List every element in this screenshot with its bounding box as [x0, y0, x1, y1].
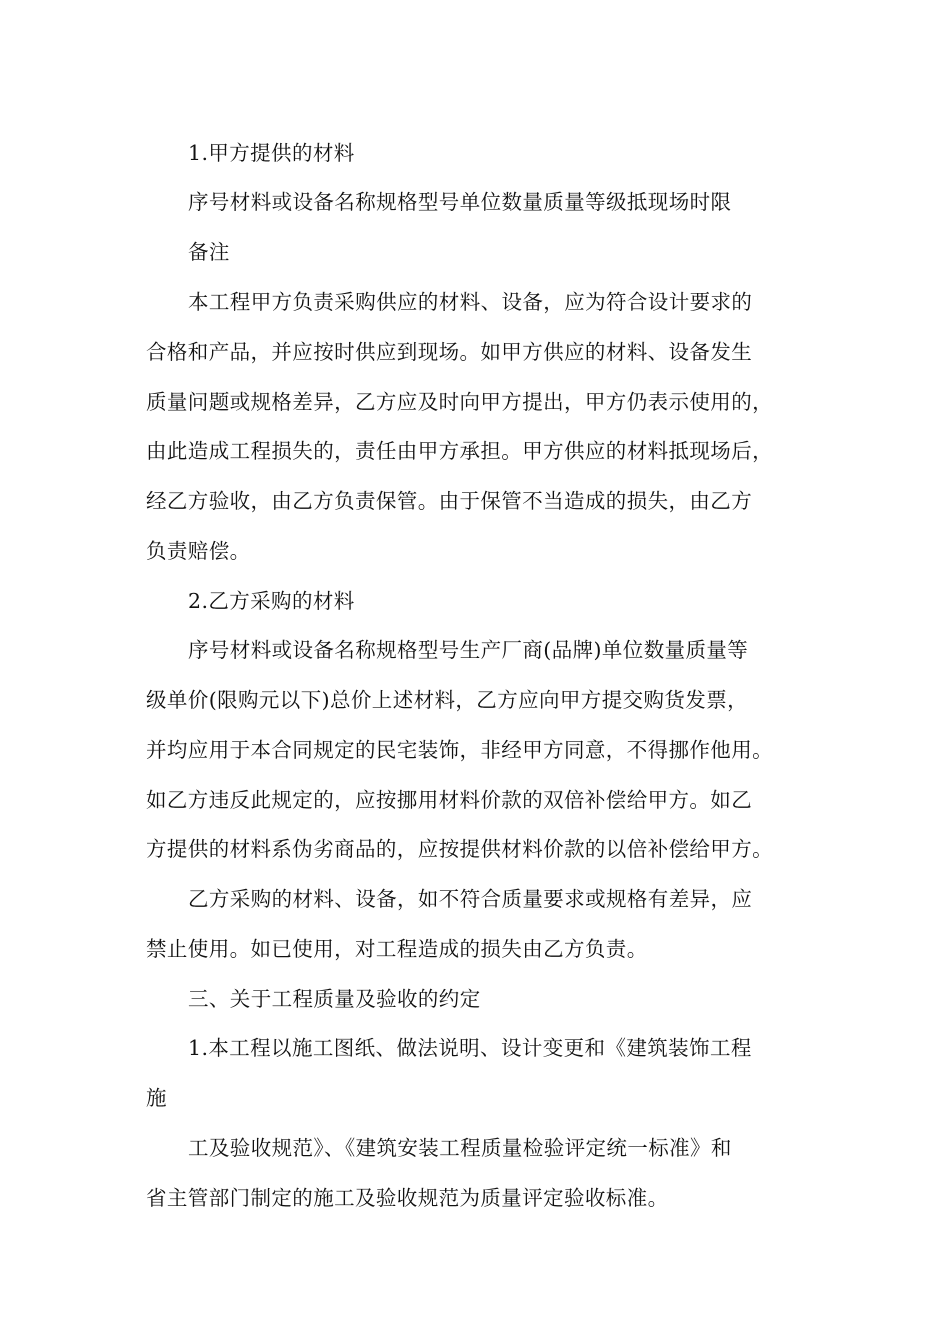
paragraph-line: 如乙方违反此规定的，应按挪用材料价款的双倍补偿给甲方。如乙	[146, 788, 753, 812]
paragraph-line: 质量问题或规格差异，乙方应及时向甲方提出，甲方仍表示使用的，	[146, 390, 773, 414]
paragraph-line: 方提供的材料系伪劣商品的，应按提供材料价款的以倍补偿给甲方。	[146, 837, 773, 861]
paragraph-line: 本工程甲方负责采购供应的材料、设备，应为符合设计要求的	[188, 290, 753, 314]
paragraph-line: 施	[146, 1086, 167, 1110]
paragraph-line: 1.本工程以施工图纸、做法说明、设计变更和《建筑装饰工程	[188, 1036, 752, 1060]
paragraph-line: 省主管部门制定的施工及验收规范为质量评定验收标准。	[146, 1186, 669, 1210]
section-heading: 1.甲方提供的材料	[188, 141, 355, 165]
paragraph-line: 经乙方验收，由乙方负责保管。由于保管不当造成的损失，由乙方	[146, 489, 753, 513]
paragraph-line: 负责赔偿。	[146, 539, 251, 563]
paragraph-line: 序号材料或设备名称规格型号生产厂商(品牌)单位数量质量等	[188, 638, 749, 662]
paragraph-line: 工及验收规范》、《建筑安装工程质量检验评定统一标准》和	[188, 1136, 732, 1160]
paragraph-line: 禁止使用。如已使用，对工程造成的损失由乙方负责。	[146, 937, 648, 961]
paragraph-line: 级单价(限购元以下)总价上述材料，乙方应向甲方提交购货发票，	[146, 688, 748, 712]
paragraph-line: 乙方采购的材料、设备，如不符合质量要求或规格有差异，应	[188, 887, 753, 911]
paragraph-line: 由此造成工程损失的，责任由甲方承担。甲方供应的材料抵现场后，	[146, 439, 773, 463]
section-heading: 三、关于工程质量及验收的约定	[188, 987, 481, 1011]
section-heading: 2.乙方采购的材料	[188, 589, 355, 613]
paragraph-line: 合格和产品，并应按时供应到现场。如甲方供应的材料、设备发生	[146, 340, 753, 364]
table-header-line: 备注	[188, 240, 230, 264]
table-header-line: 序号材料或设备名称规格型号单位数量质量等级抵现场时限	[188, 190, 732, 214]
paragraph-line: 并均应用于本合同规定的民宅装饰，非经甲方同意，不得挪作他用。	[146, 738, 773, 762]
